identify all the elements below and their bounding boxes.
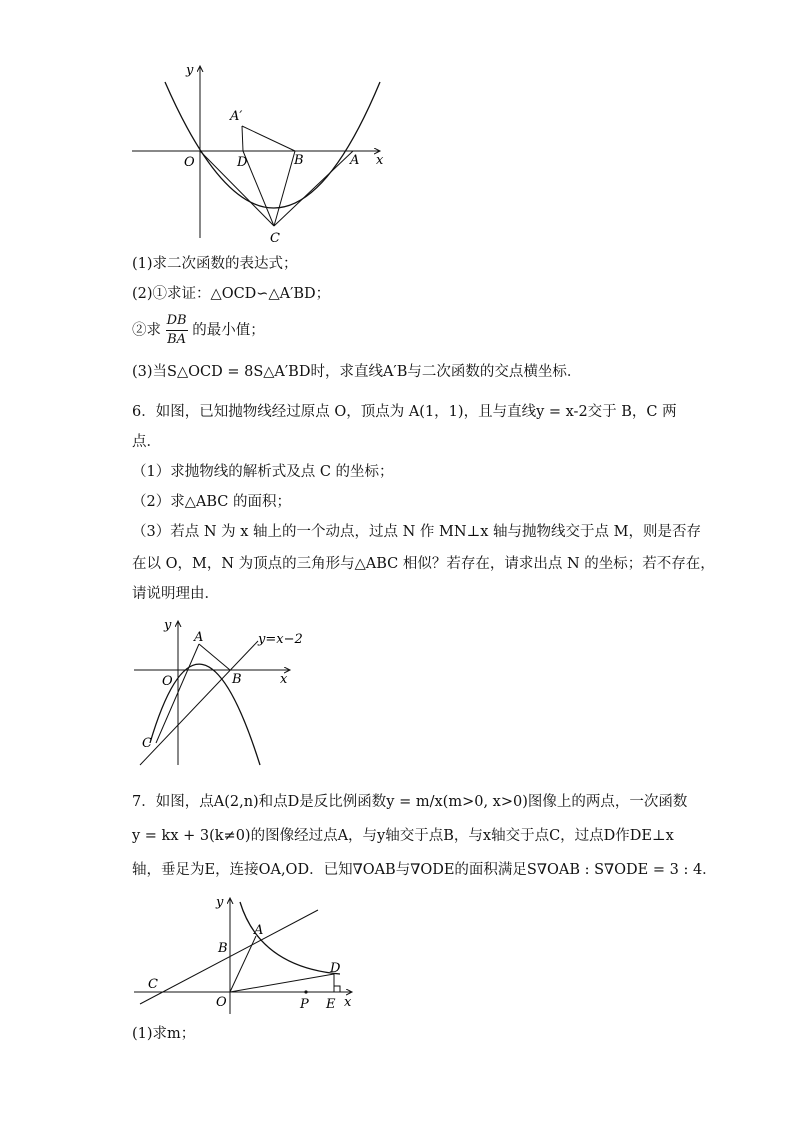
q6-stem-line1: 6．如图，已知抛物线经过原点 O，顶点为 A(1，1)，且与直线y = x-2交于 B，C 两 [132, 404, 677, 420]
q5-part2-2-prefix: ②求 [132, 322, 161, 339]
q7-stem-line1: 7．如图，点A(2,n)和点D是反比例函数y = m/x(m>0, x>0)图像上的两点，一次函数 [132, 794, 688, 810]
parabola-curve [165, 82, 380, 208]
segment-OA [230, 936, 256, 992]
q5-part2-1: (2)①求证：△OCD∽△A′BD； [132, 286, 331, 302]
q6-part1: （1）求抛物线的解析式及点 C 的坐标； [132, 464, 394, 480]
q6-part2: （2）求△ABC 的面积； [132, 494, 291, 510]
label-A: A [350, 153, 360, 168]
label-C: C [148, 977, 158, 992]
label-B: B [218, 941, 228, 956]
line-y-equals-x-minus-2 [140, 641, 258, 765]
label-x: x [280, 672, 288, 687]
right-angle-marker [334, 986, 340, 992]
label-B: B [294, 153, 304, 168]
segment-AC [274, 151, 353, 226]
label-O: O [216, 995, 227, 1010]
label-D: D [330, 961, 341, 976]
figure-q6-parabola-line [130, 615, 310, 775]
figure-q7-hyperbola [130, 892, 370, 1017]
q7-part1: (1)求m； [132, 1026, 196, 1042]
label-E: E [326, 997, 336, 1012]
q5-part1: (1)求二次函数的表达式； [132, 256, 298, 272]
segment-OD [230, 974, 334, 992]
label-A: A [254, 923, 264, 938]
fraction-DB-over-BA [166, 312, 188, 349]
label-x: x [376, 153, 384, 168]
label-C: C [142, 736, 152, 751]
q6-part3-line1: （3）若点 N 为 x 轴上的一个动点，过点 N 作 MN⊥x 轴与抛物线交于点 M，则是否存 [132, 524, 701, 540]
q6-part3-line3: 请说明理由． [132, 586, 219, 602]
segment-A-prime-B [242, 126, 295, 151]
figure-q5-parabola [130, 60, 390, 250]
q5-part3: (3)当S△OCD = 8S△A′BD时，求直线A′B与二次函数的交点横坐标． [132, 364, 582, 380]
label-A-prime: A′ [230, 109, 243, 124]
segment-A-prime-D [242, 126, 243, 151]
point-P [304, 990, 307, 993]
line-y-equals-kx-plus-3 [140, 910, 318, 1004]
label-O: O [184, 155, 195, 170]
label-y: y [186, 63, 194, 78]
q7-stem-line3: 轴，垂足为E，连接OA,OD．已知∇OAB与∇ODE的面积满足S∇OAB : S∇ODE = 3 : 4． [132, 862, 717, 878]
segment-AB [199, 644, 230, 670]
q6-part3-line2: 在以 O，M，N 为顶点的三角形与△ABC 相似？若存在，请求出点 N 的坐标；若不存在， [132, 556, 715, 572]
fraction-numerator: DB [166, 312, 188, 331]
q5-part2-2-suffix: 的最小值； [192, 322, 265, 339]
q6-stem-line2: 点． [132, 434, 161, 450]
label-x: x [344, 995, 352, 1010]
label-y: y [216, 895, 224, 910]
label-O: O [162, 674, 173, 689]
segment-DC [243, 151, 274, 226]
segment-BC [274, 151, 295, 226]
label-y: y [164, 618, 172, 633]
q5-part2-2 [132, 312, 265, 349]
fraction-denominator: BA [167, 332, 187, 347]
label-P: P [300, 997, 309, 1012]
label-B: B [232, 672, 242, 687]
q7-stem-line2: y = kx + 3(k≠0)的图像经过点A，与y轴交于点B，与x轴交于点C，过点D作DE⊥x [132, 828, 674, 844]
label-C: C [270, 231, 280, 246]
label-A: A [194, 630, 204, 645]
label-line-equation: y=x−2 [258, 632, 303, 647]
label-D: D [237, 155, 248, 170]
